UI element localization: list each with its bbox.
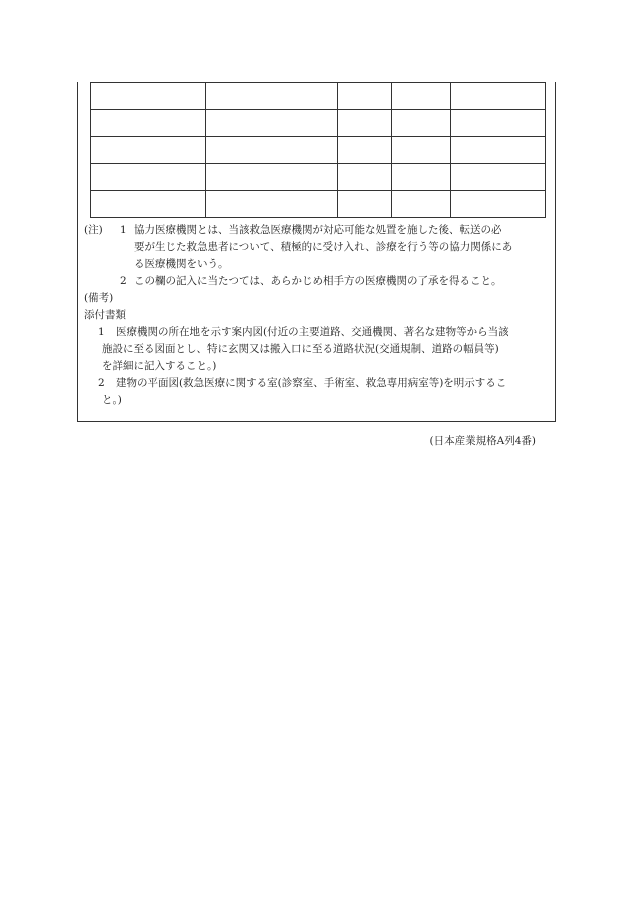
table-cell: [451, 164, 546, 191]
table-cell: [206, 191, 338, 218]
note-1-text: る医療機関をいう。: [134, 258, 229, 270]
attachment-1-text: 医療機関の所在地を示す案内図(付近の主要道路、交通機関、著名な建物等から当該: [116, 326, 509, 338]
table-cell: [91, 83, 206, 110]
table-cell: [91, 191, 206, 218]
attachment-1-number: 1: [98, 326, 105, 338]
table-cell: [338, 137, 392, 164]
table-cell: [392, 191, 451, 218]
table-cell: [451, 83, 546, 110]
table-cell: [392, 164, 451, 191]
table-cell: [206, 83, 338, 110]
table-cell: [338, 110, 392, 137]
table-cell: [206, 110, 338, 137]
note-1-text: 協力医療機関とは、当該救急医療機関が対応可能な処置を施した後、転送の必: [134, 224, 502, 236]
attachment-2-text: と。): [102, 394, 122, 406]
note-1-number: 1: [120, 224, 127, 236]
table-row: [91, 83, 546, 110]
table-cell: [206, 137, 338, 164]
table-row: [91, 137, 546, 164]
form-frame: [77, 82, 556, 422]
cooperating-institutions-table: [90, 82, 546, 218]
note-2-text: この欄の記入に当たつては、あらかじめ相手方の医療機関の了承を得ること。: [134, 275, 502, 287]
remarks-label: (備考): [84, 292, 114, 304]
note-2-number: 2: [120, 275, 127, 287]
table-row: [91, 110, 546, 137]
paper-size-note: (日本産業規格A列4番): [429, 435, 536, 447]
attachment-2-number: 2: [98, 377, 105, 389]
note-1-text: 要が生じた救急患者について、積極的に受け入れ、診療を行う等の協力関係にあ: [134, 241, 513, 253]
table-row: [91, 191, 546, 218]
attachments-label: 添付書類: [84, 309, 126, 321]
attachment-1-text: 施設に至る図面とし、特に玄関又は搬入口に至る道路状況(交通規制、道路の幅員等): [102, 343, 499, 355]
table-cell: [451, 137, 546, 164]
table-cell: [91, 137, 206, 164]
table-cell: [338, 164, 392, 191]
attachment-1-text: を詳細に記入すること。): [102, 360, 217, 372]
table-cell: [91, 110, 206, 137]
table-cell: [392, 110, 451, 137]
table-cell: [451, 110, 546, 137]
table-cell: [392, 83, 451, 110]
table-row: [91, 164, 546, 191]
table-cell: [451, 191, 546, 218]
table-cell: [338, 83, 392, 110]
table-cell: [392, 137, 451, 164]
note-label: (注): [84, 224, 103, 236]
table-cell: [91, 164, 206, 191]
table-cell: [338, 191, 392, 218]
attachment-2-text: 建物の平面図(救急医療に関する室(診察室、手術室、救急専用病室等)を明示するこ: [116, 377, 507, 389]
table-cell: [206, 164, 338, 191]
